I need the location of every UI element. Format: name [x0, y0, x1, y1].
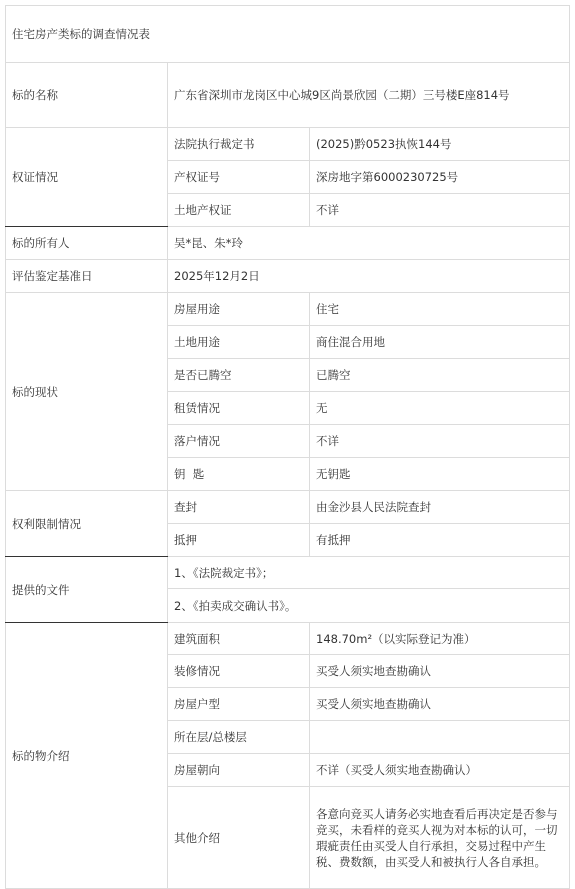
restrict-key: 抵押: [168, 524, 310, 557]
cert-key: 土地产权证: [168, 194, 310, 227]
status-key: 租赁情况: [168, 392, 310, 425]
row-label-cert: 权证情况: [6, 128, 168, 227]
row-label-restrict: 权利限制情况: [6, 491, 168, 557]
property-name-value: 广东省深圳市龙岗区中心城9区尚景欣园（二期）三号楼E座814号: [168, 63, 570, 128]
intro-key: 房屋朝向: [168, 754, 310, 787]
cert-key: 产权证号: [168, 161, 310, 194]
intro-value: 148.70m²（以实际登记为准）: [310, 623, 570, 655]
cert-value: 深房地字第6000230725号: [310, 161, 570, 194]
restrict-value: 有抵押: [310, 524, 570, 557]
status-key: 落户情况: [168, 425, 310, 458]
intro-value: 买受人须实地查勘确认: [310, 655, 570, 688]
status-value: 无钥匙: [310, 458, 570, 491]
status-value: 已腾空: [310, 359, 570, 392]
intro-other-value: 各意向竞买人请务必实地查看后再决定是否参与竞买，未看样的竞买人视为对本标的认可，一切瑕疵责任由买受人自行承担，交易过程中产生税、费数额，由买受人和被执行人各自承担。: [310, 787, 570, 889]
owner-value: 吴*昆、朱*玲: [168, 227, 570, 260]
status-value: 商住混合用地: [310, 326, 570, 359]
date-value: 2025年12月2日: [168, 260, 570, 293]
row-label-intro: 标的物介绍: [6, 623, 168, 889]
status-key: 是否已腾空: [168, 359, 310, 392]
intro-key: 建筑面积: [168, 623, 310, 655]
intro-value: 买受人须实地查勘确认: [310, 688, 570, 721]
cert-value: (2025)黔0523执恢144号: [310, 128, 570, 161]
intro-key: 房屋户型: [168, 688, 310, 721]
restrict-value: 由金沙县人民法院查封: [310, 491, 570, 524]
intro-key: 所在层/总楼层: [168, 721, 310, 754]
intro-key: 其他介绍: [168, 787, 310, 889]
table-title: 住宅房产类标的调查情况表: [6, 6, 570, 63]
status-key: 房屋用途: [168, 293, 310, 326]
cert-value: 不详: [310, 194, 570, 227]
row-label-date: 评估鉴定基准日: [6, 260, 168, 293]
intro-key: 装修情况: [168, 655, 310, 688]
survey-table: [5, 5, 570, 889]
row-label-owner: 标的所有人: [6, 227, 168, 260]
status-key: 土地用途: [168, 326, 310, 359]
row-label-status: 标的现状: [6, 293, 168, 491]
status-key: 钥 匙: [168, 458, 310, 491]
doc-item: 2、《拍卖成交确认书》。: [168, 589, 570, 623]
intro-value: 不详（买受人须实地查勘确认）: [310, 754, 570, 787]
intro-value: [310, 721, 570, 754]
status-value: 住宅: [310, 293, 570, 326]
row-label-docs: 提供的文件: [6, 557, 168, 623]
row-label-name: 标的名称: [6, 63, 168, 128]
status-value: 不详: [310, 425, 570, 458]
status-value: 无: [310, 392, 570, 425]
doc-item: 1、《法院裁定书》；: [168, 557, 570, 589]
cert-key: 法院执行裁定书: [168, 128, 310, 161]
restrict-key: 查封: [168, 491, 310, 524]
